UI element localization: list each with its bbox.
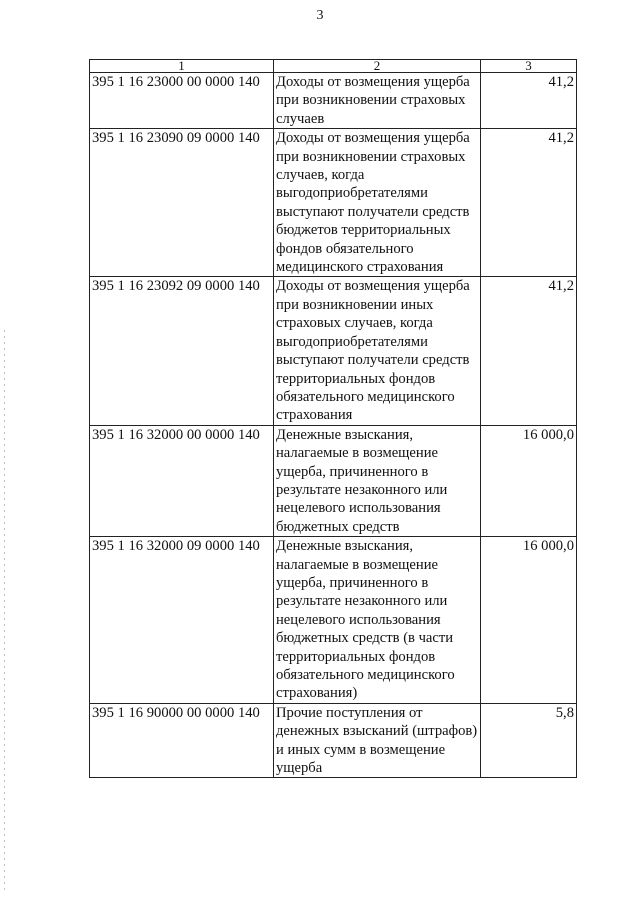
- budget-code-cell: 395 1 16 32000 09 0000 140: [90, 537, 274, 704]
- column-header-1: 1: [90, 60, 274, 73]
- budget-code-cell: 395 1 16 23000 00 0000 140: [90, 73, 274, 129]
- budget-code-cell: 395 1 16 32000 00 0000 140: [90, 425, 274, 536]
- description-cell: Доходы от возмещения ущерба при возникновении страховых случаев: [274, 73, 481, 129]
- description-cell: Денежные взыскания, налагаемые в возмещение ущерба, причиненного в результате незаконного или нецелевого использования бюджетных средств (в части территориальных фондов обязательного медицинского страхования): [274, 537, 481, 704]
- budget-code-cell: 395 1 16 23092 09 0000 140: [90, 277, 274, 425]
- column-header-2: 2: [274, 60, 481, 73]
- column-header-3: 3: [481, 60, 577, 73]
- table-header-row: [90, 60, 577, 73]
- amount-cell: 16 000,0: [481, 425, 577, 536]
- page-number: 3: [316, 8, 324, 23]
- amount-cell: 41,2: [481, 277, 577, 425]
- amount-cell: 41,2: [481, 129, 577, 277]
- table-row: [90, 73, 577, 129]
- description-cell: Доходы от возмещения ущерба при возникновении страховых случаев, когда выгодоприобретателями выступают получатели средств бюджетов территориальных фондов обязательного медицинского страхования: [274, 129, 481, 277]
- table-row: [90, 277, 577, 425]
- table-row: [90, 129, 577, 277]
- description-cell: Прочие поступления от денежных взысканий (штрафов) и иных сумм в возмещение ущерба: [274, 703, 481, 778]
- amount-cell: 5,8: [481, 703, 577, 778]
- budget-code-cell: 395 1 16 23090 09 0000 140: [90, 129, 274, 277]
- table-row: [90, 537, 577, 704]
- description-cell: Доходы от возмещения ущерба при возникновении иных страховых случаев, когда выгодоприобретателями выступают получатели средств территориальных фондов обязательного медицинского страхования: [274, 277, 481, 425]
- budget-code-cell: 395 1 16 90000 00 0000 140: [90, 703, 274, 778]
- description-cell: Денежные взыскания, налагаемые в возмещение ущерба, причиненного в результате незаконного или нецелевого использования бюджетных средств: [274, 425, 481, 536]
- amount-cell: 41,2: [481, 73, 577, 129]
- scan-edge-mark: [4, 330, 5, 890]
- table-row: [90, 703, 577, 778]
- revenue-table: [89, 59, 577, 778]
- amount-cell: 16 000,0: [481, 537, 577, 704]
- table-row: [90, 425, 577, 536]
